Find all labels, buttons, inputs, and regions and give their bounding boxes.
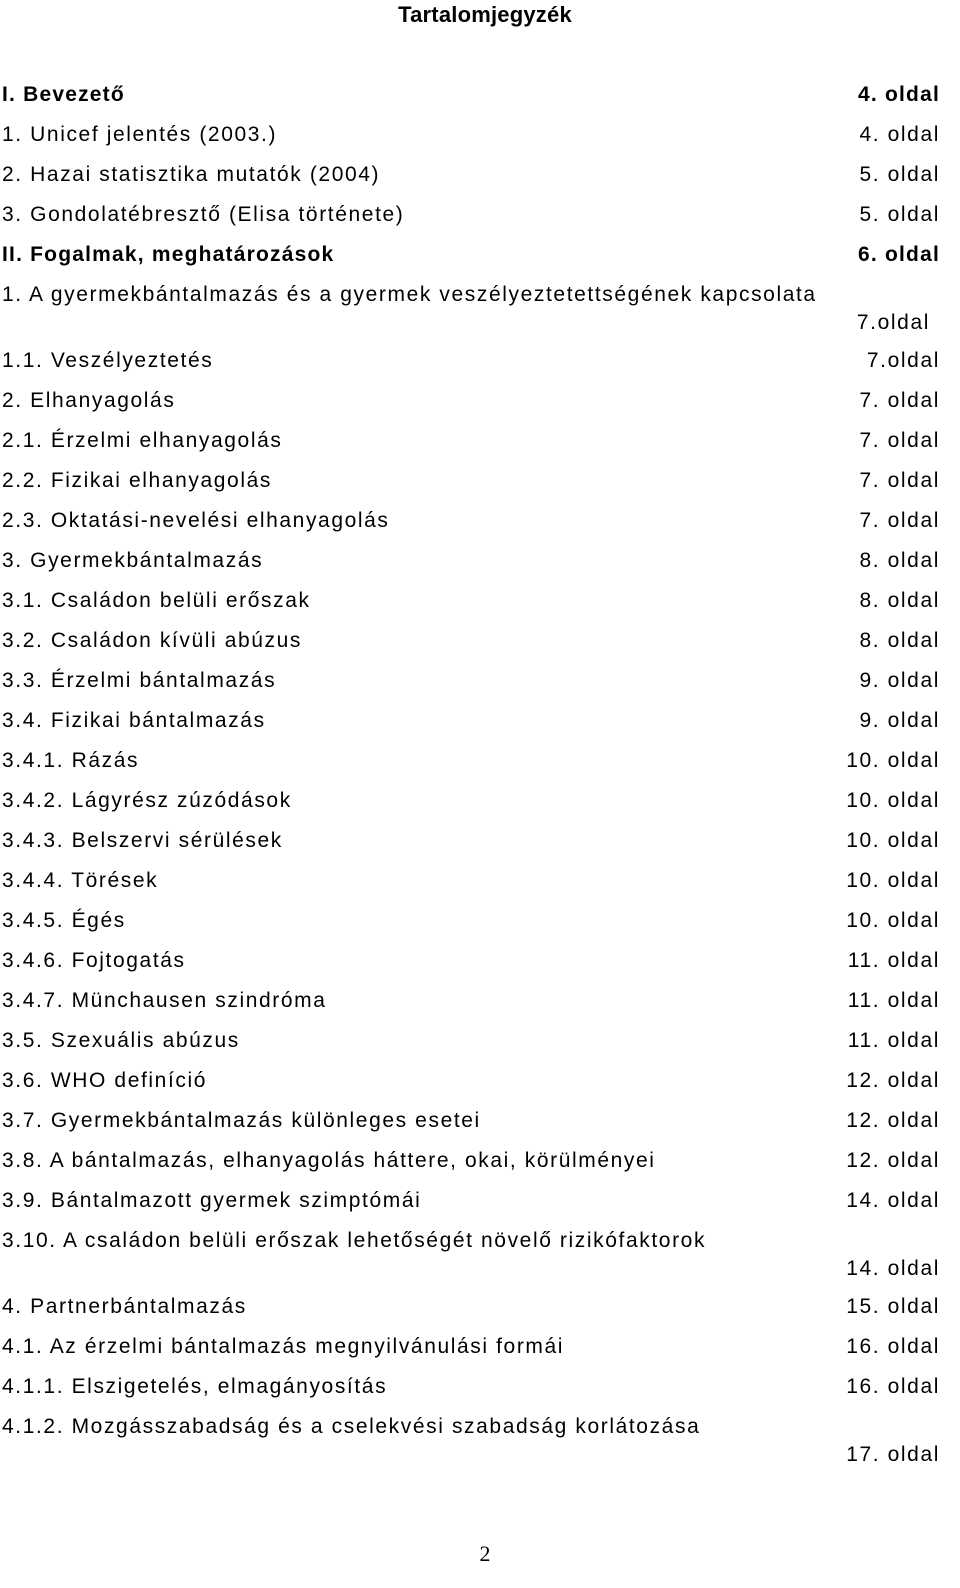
toc-entry [0, 1026, 960, 1056]
toc-entry-title: 3.8. A bántalmazás, elhanyagolás háttere, okai, körülményei [2, 1149, 656, 1172]
toc-entry-title: 3.4.2. Lágyrész zúzódások [2, 789, 292, 812]
toc-entry-title: 3.6. WHO definíció [2, 1069, 208, 1092]
toc-entry [0, 986, 960, 1016]
toc-entry-page: 7. oldal [859, 389, 940, 412]
toc-entry-page: 15. oldal [846, 1295, 940, 1318]
toc-entry-title: 3.2. Családon kívüli abúzus [2, 629, 303, 652]
toc-entry [0, 786, 960, 816]
toc-entry-page: 16. oldal [846, 1335, 940, 1358]
toc-entry-title: 3.4.6. Fojtogatás [2, 949, 186, 972]
toc-entry [0, 546, 960, 576]
toc-entry-title: 3.4.4. Törések [2, 869, 159, 892]
toc-entry-page: 14. oldal [846, 1257, 940, 1280]
toc-entry-title: II. Fogalmak, meghatározások [2, 243, 335, 266]
toc-entry-title: 4. Partnerbántalmazás [2, 1295, 247, 1318]
toc-entry [0, 1066, 960, 1096]
toc-entry-page: 7.oldal [866, 349, 940, 372]
toc-entry [0, 586, 960, 616]
toc-entry [0, 826, 960, 856]
toc-entry-title: 3. Gyermekbántalmazás [2, 549, 264, 572]
toc-entry-title: 1. A gyermekbántalmazás és a gyermek veszélyeztetettségének kapcsolata [2, 283, 817, 306]
toc-entry [0, 200, 960, 230]
toc-entry [0, 626, 960, 656]
toc-entry-title: 3.10. A családon belüli erőszak lehetőségét növelő rizikófaktorok [2, 1229, 707, 1252]
toc-entry [0, 706, 960, 736]
toc-entry-title: 3.4.5. Égés [2, 909, 126, 932]
toc-entry-page: 9. oldal [859, 669, 940, 692]
toc-entry [0, 120, 960, 150]
toc-entry-title: 3.7. Gyermekbántalmazás különleges esetei [2, 1109, 481, 1132]
toc-entry [0, 1226, 960, 1280]
toc-entry-page: 9. oldal [859, 709, 940, 732]
toc-entry-page: 11. oldal [847, 989, 940, 1012]
toc-entry [0, 240, 960, 270]
toc-entry-title: 2.1. Érzelmi elhanyagolás [2, 429, 283, 452]
toc-entry-title: 3.9. Bántalmazott gyermek szimptómái [2, 1189, 422, 1212]
toc-entry-title: 2. Hazai statisztika mutatók (2004) [2, 163, 381, 186]
toc-entry [0, 426, 960, 456]
toc-entry-page: 7. oldal [859, 429, 940, 452]
toc-entry-page: 12. oldal [846, 1109, 940, 1132]
toc-entry-title: 3.5. Szexuális abúzus [2, 1029, 240, 1052]
toc-entry [0, 1332, 960, 1362]
toc-entry-page: 12. oldal [846, 1069, 940, 1092]
toc-entry [0, 386, 960, 416]
toc-entry-title: I. Bevezető [2, 83, 125, 106]
toc-entry-page: 10. oldal [846, 829, 940, 852]
toc-entry-title: 3.4.7. Münchausen szindróma [2, 989, 327, 1012]
toc-entry-page: 14. oldal [846, 1189, 940, 1212]
toc-entry [0, 746, 960, 776]
toc-entry [0, 1412, 960, 1466]
toc-entry [0, 160, 960, 190]
toc-entry-page: 10. oldal [846, 749, 940, 772]
toc-entry [0, 1186, 960, 1216]
toc-entry-title: 2.2. Fizikai elhanyagolás [2, 469, 272, 492]
toc-entry-title: 3.1. Családon belüli erőszak [2, 589, 311, 612]
toc-entry-title: 2.3. Oktatási-nevelési elhanyagolás [2, 509, 390, 532]
toc-entry-page: 8. oldal [859, 589, 940, 612]
toc-entry-page: 12. oldal [846, 1149, 940, 1172]
toc-entry-title: 2. Elhanyagolás [2, 389, 176, 412]
page-title: Tartalomjegyzék [398, 2, 572, 27]
page-number: 2 [479, 1541, 491, 1566]
toc-entry [0, 906, 960, 936]
toc-entry-title: 3.4.1. Rázás [2, 749, 140, 772]
toc-entry-page: 11. oldal [847, 949, 940, 972]
toc-entry-title: 3. Gondolatébresztő (Elisa története) [2, 203, 405, 226]
toc-entry-page: 7.oldal [856, 311, 930, 334]
toc-entry-title: 1. Unicef jelentés (2003.) [2, 123, 278, 146]
toc-entry-title: 4.1.1. Elszigetelés, elmagányosítás [2, 1375, 388, 1398]
toc-entry-title: 4.1.2. Mozgásszabadság és a cselekvési szabadság korlátozása [2, 1415, 701, 1438]
toc-entry-page: 4. oldal [859, 123, 940, 146]
toc-entry-title: 3.4. Fizikai bántalmazás [2, 709, 266, 732]
toc-entry-title: 3.4.3. Belszervi sérülések [2, 829, 283, 852]
toc-entry [0, 666, 960, 696]
toc-entry-page: 8. oldal [859, 549, 940, 572]
toc-entry-page: 7. oldal [859, 509, 940, 532]
toc-entry-page: 6. oldal [858, 243, 940, 266]
toc-entry-page: 5. oldal [859, 203, 940, 226]
toc-entry [0, 280, 960, 334]
toc-entry-page: 8. oldal [859, 629, 940, 652]
toc-entry-page: 4. oldal [858, 83, 940, 106]
toc-entry [0, 1106, 960, 1136]
toc-entry-page: 16. oldal [846, 1375, 940, 1398]
toc-entry [0, 1146, 960, 1176]
toc-entry-page: 17. oldal [846, 1443, 940, 1466]
toc-entry [0, 1292, 960, 1322]
toc-entry-page: 7. oldal [859, 469, 940, 492]
toc-entry-page: 11. oldal [847, 1029, 940, 1052]
toc-entry [0, 80, 960, 110]
toc-entry-title: 4.1. Az érzelmi bántalmazás megnyilvánulási formái [2, 1335, 565, 1358]
toc-entry-title: 3.3. Érzelmi bántalmazás [2, 669, 277, 692]
toc-entry-page: 10. oldal [846, 869, 940, 892]
toc-entry [0, 866, 960, 896]
toc-entry-page: 5. oldal [859, 163, 940, 186]
toc-entry [0, 1372, 960, 1402]
toc-entry-page: 10. oldal [846, 789, 940, 812]
toc-entry [0, 466, 960, 496]
toc-entry [0, 506, 960, 536]
toc-entry-title: 1.1. Veszélyeztetés [2, 349, 214, 372]
toc-entry [0, 946, 960, 976]
toc-entry [0, 346, 960, 376]
toc-entry-page: 10. oldal [846, 909, 940, 932]
